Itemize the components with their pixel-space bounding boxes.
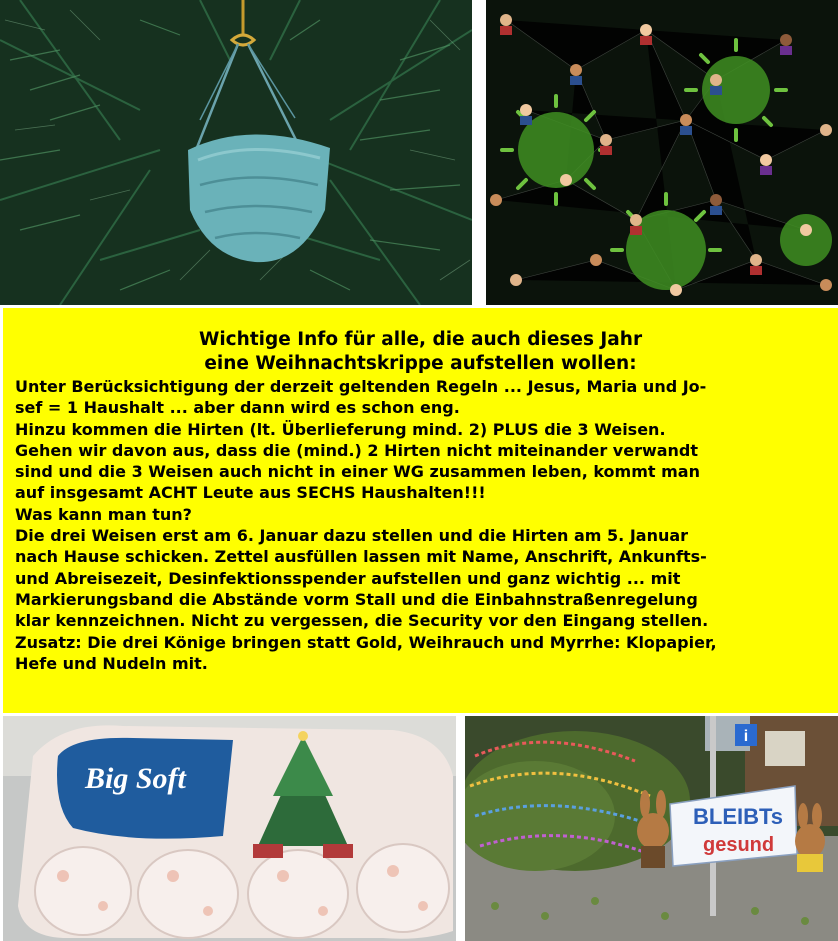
virus-network-illustration <box>486 0 838 305</box>
body-line: Zusatz: Die drei Könige bringen statt Gold, Weihrauch und Myrrhe: Klopapier, <box>15 632 717 652</box>
toilet-paper-illustration <box>3 716 456 941</box>
easter-sign-illustration <box>465 716 838 941</box>
toilet-paper-brand: Big Soft <box>85 762 186 795</box>
sign-text-line-2: gesund <box>703 834 775 856</box>
photo-toilet-paper <box>3 716 456 941</box>
photo-virus-network <box>486 0 838 305</box>
body-line: sind und die 3 Weisen auch nicht in einer WG zusammen leben, kommt man <box>15 462 700 482</box>
body-line: sef = 1 Haushalt ... aber dann wird es schon eng. <box>15 398 460 418</box>
body-line: klar kennzeichnen. Nicht zu vergessen, die Security vor den Eingang stellen. <box>15 611 709 631</box>
body-line: Gehen wir davon aus, dass die (mind.) 2 Hirten nicht miteinander verwandt <box>15 440 699 460</box>
body-line: Hinzu kommen die Hirten (lt. Überlieferung mind. 2) PLUS die 3 Weisen. <box>15 419 666 439</box>
headline-line-2: eine Weihnachtskrippe aufstellen wollen: <box>204 353 637 374</box>
body-line: Markierungsband die Abstände vorm Stall und die Einbahnstraßenregelung <box>15 589 698 609</box>
body-line: Unter Berücksichtigung der derzeit geltenden Regeln ... Jesus, Maria und Jo- <box>15 377 707 396</box>
photo-pine-mask <box>0 0 472 305</box>
pine-mask-illustration <box>0 0 472 305</box>
body-line: und Abreisezeit, Desinfektionsspender aufstellen und ganz wichtig ... mit <box>15 568 681 588</box>
body-line: Die drei Weisen erst am 6. Januar dazu stellen und die Hirten am 5. Januar <box>15 526 689 546</box>
headline-line-1: Wichtige Info für alle, die auch dieses Jahr <box>198 329 643 350</box>
body-line: auf insgesamt ACHT Leute aus SECHS Haushalten!!! <box>15 483 486 503</box>
headline <box>15 328 826 376</box>
body-line: nach Hause schicken. Zettel ausfüllen lassen mit Name, Anschrift, Ankunfts- <box>15 547 707 567</box>
info-sign-letter: i <box>743 728 749 745</box>
info-panel <box>3 308 838 713</box>
body-text <box>15 376 826 674</box>
photo-easter-sign <box>465 716 838 941</box>
sign-text-line-1: BLEIBTs <box>693 804 784 829</box>
body-line: Was kann man tun? <box>15 504 192 524</box>
body-line: Hefe und Nudeln mit. <box>15 653 208 673</box>
